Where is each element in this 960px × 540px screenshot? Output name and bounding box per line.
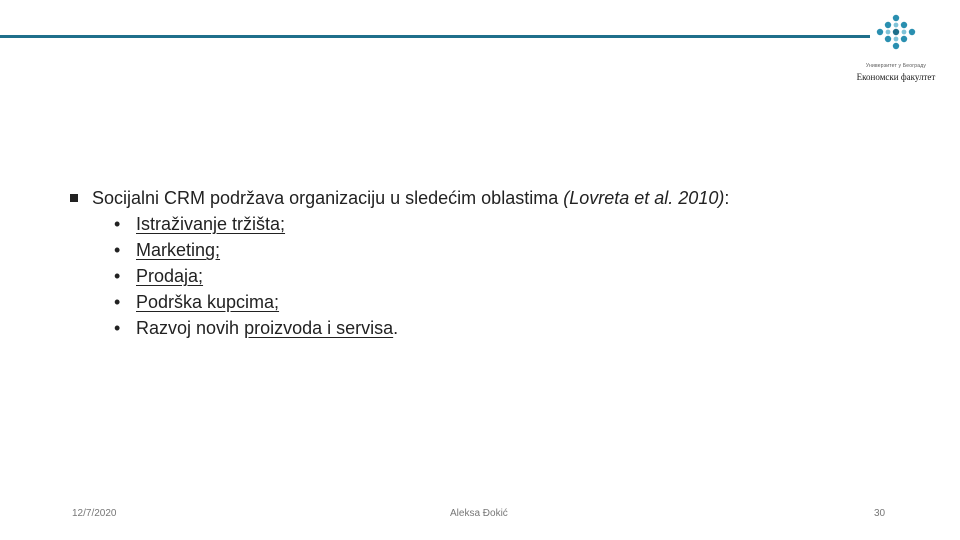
list-item <box>70 315 940 341</box>
logo-university-text: Универзитет у Београду <box>865 63 927 69</box>
square-bullet-icon <box>70 194 78 202</box>
footer-page-number: 30 <box>874 508 886 519</box>
list-item-text-suffix: . <box>393 318 399 338</box>
main-bullet <box>70 185 940 211</box>
sub-bullet-list <box>70 211 940 341</box>
list-item-text: Marketing; <box>136 240 221 260</box>
bullet-dot-icon: • <box>114 266 121 286</box>
slide-content <box>70 185 940 341</box>
list-item-text-prefix: Razvoj novih <box>136 318 240 338</box>
main-bullet-text: Socijalni CRM podržava organizaciju u sledećim oblastima <box>92 188 559 208</box>
bullet-dot-icon: • <box>114 318 121 338</box>
list-item <box>70 289 940 315</box>
bullet-dot-icon: • <box>114 292 121 312</box>
faculty-logo <box>848 14 944 86</box>
footer-author: Aleksa Đokić <box>450 508 508 519</box>
logo-dots-icon <box>870 14 922 60</box>
list-item-text: Prodaja; <box>136 266 204 286</box>
list-item-text: Istraživanje tržišta; <box>136 214 286 234</box>
header-rule <box>0 35 870 38</box>
bullet-dot-icon: • <box>114 214 121 234</box>
list-item-text: Podrška kupcima; <box>136 292 280 312</box>
logo-faculty-name: Економски факултет <box>856 72 936 82</box>
list-item <box>70 237 940 263</box>
list-item <box>70 211 940 237</box>
footer-date: 12/7/2020 <box>72 508 117 519</box>
list-item-text-underlined: proizvoda i servisa <box>244 318 394 338</box>
main-bullet-colon: : <box>724 188 730 208</box>
list-item <box>70 263 940 289</box>
citation: (Lovreta et al. 2010) <box>563 188 725 208</box>
bullet-dot-icon: • <box>114 240 121 260</box>
